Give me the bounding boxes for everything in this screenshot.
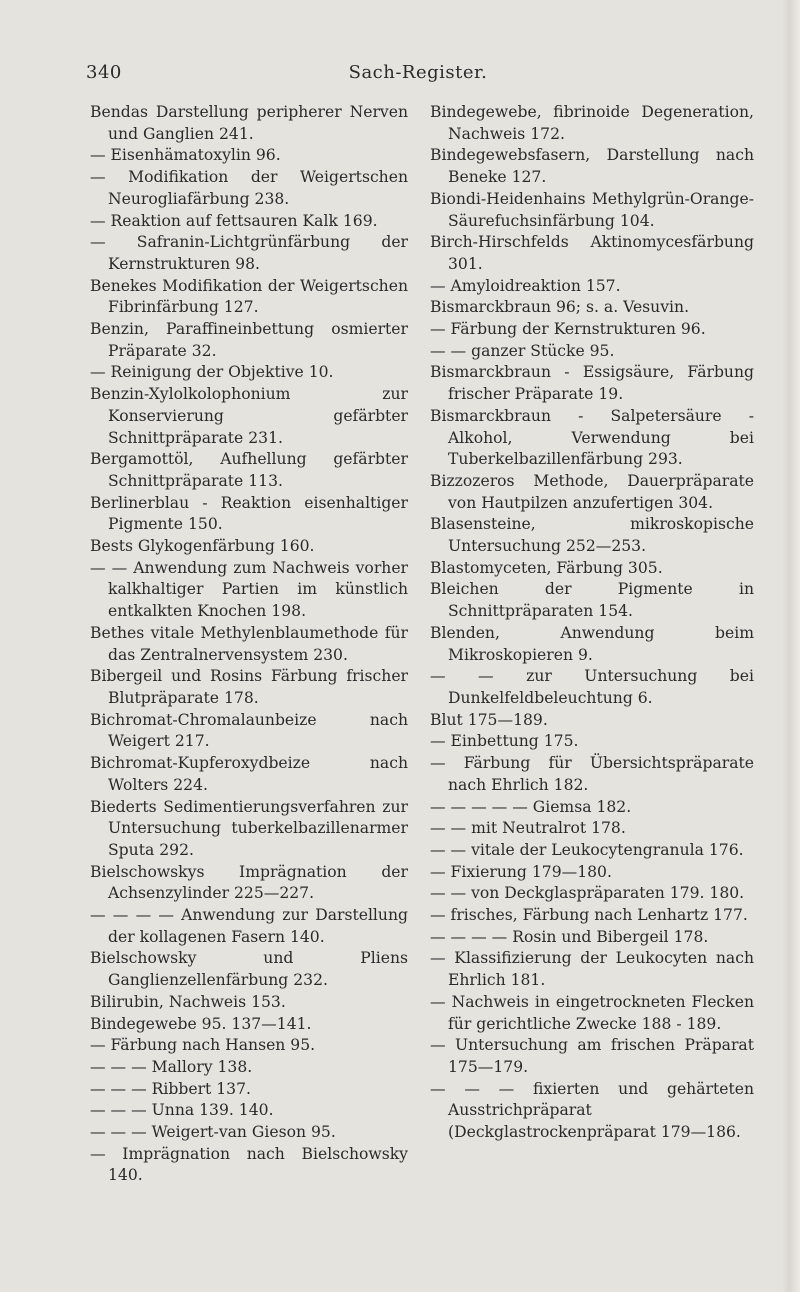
index-entry: Biederts Sedimentierungsverfahren zur Untersuchung tuberkelbazillenarmer Sputa 292.	[90, 797, 408, 859]
index-entry: — — — — — Giemsa 182.	[430, 797, 632, 816]
index-entry: — — Anwendung zum Nachweis vorher kalkhaltiger Partien im künstlich entkalkten Knochen 198.	[90, 558, 408, 621]
index-entry: — Färbung nach Hansen 95.	[90, 1036, 316, 1055]
index-entry: — Reinigung der Objektive 10.	[90, 363, 334, 382]
index-entry: Benzin-Xylolkolophonium zur Konservierung gefärbter Schnittpräparate 231.	[90, 385, 408, 447]
index-entry: Blut 175—189.	[430, 710, 548, 729]
index-entry: — Eisenhämatoxylin 96.	[90, 146, 281, 165]
index-entry: Bismarckbraun - Essigsäure, Färbung frischer Präparate 19.	[430, 363, 754, 404]
index-entry: — — — Weigert-van Gieson 95.	[90, 1123, 336, 1142]
index-entry: Birch-Hirschfelds Aktinomycesfärbung 301.	[430, 233, 754, 273]
index-entry: — Nachweis in eingetrockneten Flecken für gerichtliche Zwecke 188 - 189.	[430, 992, 754, 1033]
index-entry: Bleichen der Pigmente in Schnittpräparaten 154.	[430, 580, 754, 621]
index-entry: — Amyloidreaktion 157.	[430, 276, 621, 295]
index-entry: — Reaktion auf fettsauren Kalk 169.	[90, 211, 378, 230]
index-entry: Bindegewebe 95. 137—141.	[90, 1014, 312, 1033]
index-entry: Bergamottöl, Aufhellung gefärbter Schnittpräparate 113.	[90, 450, 408, 490]
running-title: Sach-Register.	[348, 62, 488, 83]
index-entry: Bethes vitale Methylenblaumethode für das Zentralnervensystem 230.	[90, 623, 408, 664]
index-entry: Bichromat-Kupferoxydbeize nach Wolters 224.	[90, 754, 408, 794]
index-entry: — Imprägnation nach Bielschowsky 140.	[90, 1144, 408, 1185]
page-edge	[782, 0, 800, 1292]
index-entry: Benekes Modifikation der Weigertschen Fibrinfärbung 127.	[90, 276, 408, 317]
index-entry: Bichromat-Chromalaunbeize nach Weigert 217.	[90, 710, 408, 751]
index-entry: — Safranin-Lichtgrünfärbung der Kernstrukturen 98.	[90, 233, 408, 273]
index-entry: — — ganzer Stücke 95.	[430, 341, 615, 360]
index-column-left	[90, 102, 408, 1187]
index-entry: — Einbettung 175.	[430, 732, 579, 751]
page-number: 340	[86, 62, 122, 83]
index-entry: Bests Glykogenfärbung 160.	[90, 537, 315, 556]
index-entry: — — zur Untersuchung bei Dunkelfeldbeleuchtung 6.	[430, 667, 754, 707]
index-entry: — Modifikation der Weigertschen Neurogliafärbung 238.	[90, 168, 408, 208]
index-entry: Blasensteine, mikroskopische Untersuchung 252—253.	[430, 515, 754, 556]
index-entry: — — — — Rosin und Bibergeil 178.	[430, 927, 709, 946]
index-entry: — frisches, Färbung nach Lenhartz 177.	[430, 906, 748, 925]
index-entry: Bindegewebsfasern, Darstellung nach Beneke 127.	[430, 146, 754, 187]
index-entry: Bibergeil und Rosins Färbung frischer Blutpräparate 178.	[90, 667, 408, 707]
index-entry: Bizzozeros Methode, Dauerpräparate von Hautpilzen anzufertigen 304.	[430, 471, 754, 512]
index-entry: Bielschowsky und Pliens Ganglienzellenfärbung 232.	[90, 949, 408, 990]
index-entry: Berlinerblau - Reaktion eisenhaltiger Pigmente 150.	[90, 493, 408, 534]
page-header	[0, 62, 800, 86]
index-entry: — — — fixierten und gehärteten Ausstrichpräparat (Deckglastrockenpräparat 179—186.	[430, 1079, 754, 1142]
index-entry: — — vitale der Leukocytengranula 176.	[430, 840, 744, 859]
index-entry: — Klassifizierung der Leukocyten nach Ehrlich 181.	[430, 949, 754, 990]
index-entry: — — — — Anwendung zur Darstellung der kollagenen Fasern 140.	[90, 906, 408, 946]
index-entry: Biondi-Heidenhains Methylgrün-Orange-Säurefuchsinfärbung 104.	[430, 189, 754, 230]
index-entry: Blenden, Anwendung beim Mikroskopieren 9.	[430, 623, 754, 664]
index-entry: — Färbung für Übersichtspräparate nach Ehrlich 182.	[430, 754, 754, 794]
index-entry: Bendas Darstellung peripherer Nerven und Ganglien 241.	[90, 103, 408, 143]
index-entry: Benzin, Paraffineinbettung osmierter Präparate 32.	[90, 320, 408, 360]
index-entry: — — von Deckglaspräparaten 179. 180.	[430, 884, 745, 903]
index-entry: — — mit Neutralrot 178.	[430, 819, 626, 838]
index-entry: — Färbung der Kernstrukturen 96.	[430, 320, 706, 339]
index-entry: — — — Mallory 138.	[90, 1057, 253, 1076]
index-entry: Blastomyceten, Färbung 305.	[430, 558, 663, 577]
index-entry: Bilirubin, Nachweis 153.	[90, 992, 286, 1011]
index-entry: Bindegewebe, fibrinoide Degeneration, Nachweis 172.	[430, 103, 754, 143]
index-column-right	[430, 102, 754, 1144]
index-entry: — Fixierung 179—180.	[430, 862, 612, 881]
index-entry: Bielschowskys Imprägnation der Achsenzylinder 225—227.	[90, 862, 408, 903]
index-entry: — Untersuchung am frischen Präparat 175—179.	[430, 1036, 754, 1076]
index-entry: Bismarckbraun 96; s. a. Vesuvin.	[430, 298, 690, 317]
index-entry: Bismarckbraun - Salpetersäure - Alkohol, Verwendung bei Tuberkelbazillenfärbung 293.	[430, 406, 754, 469]
index-entry: — — — Unna 139. 140.	[90, 1101, 274, 1120]
index-entry: — — — Ribbert 137.	[90, 1079, 251, 1098]
